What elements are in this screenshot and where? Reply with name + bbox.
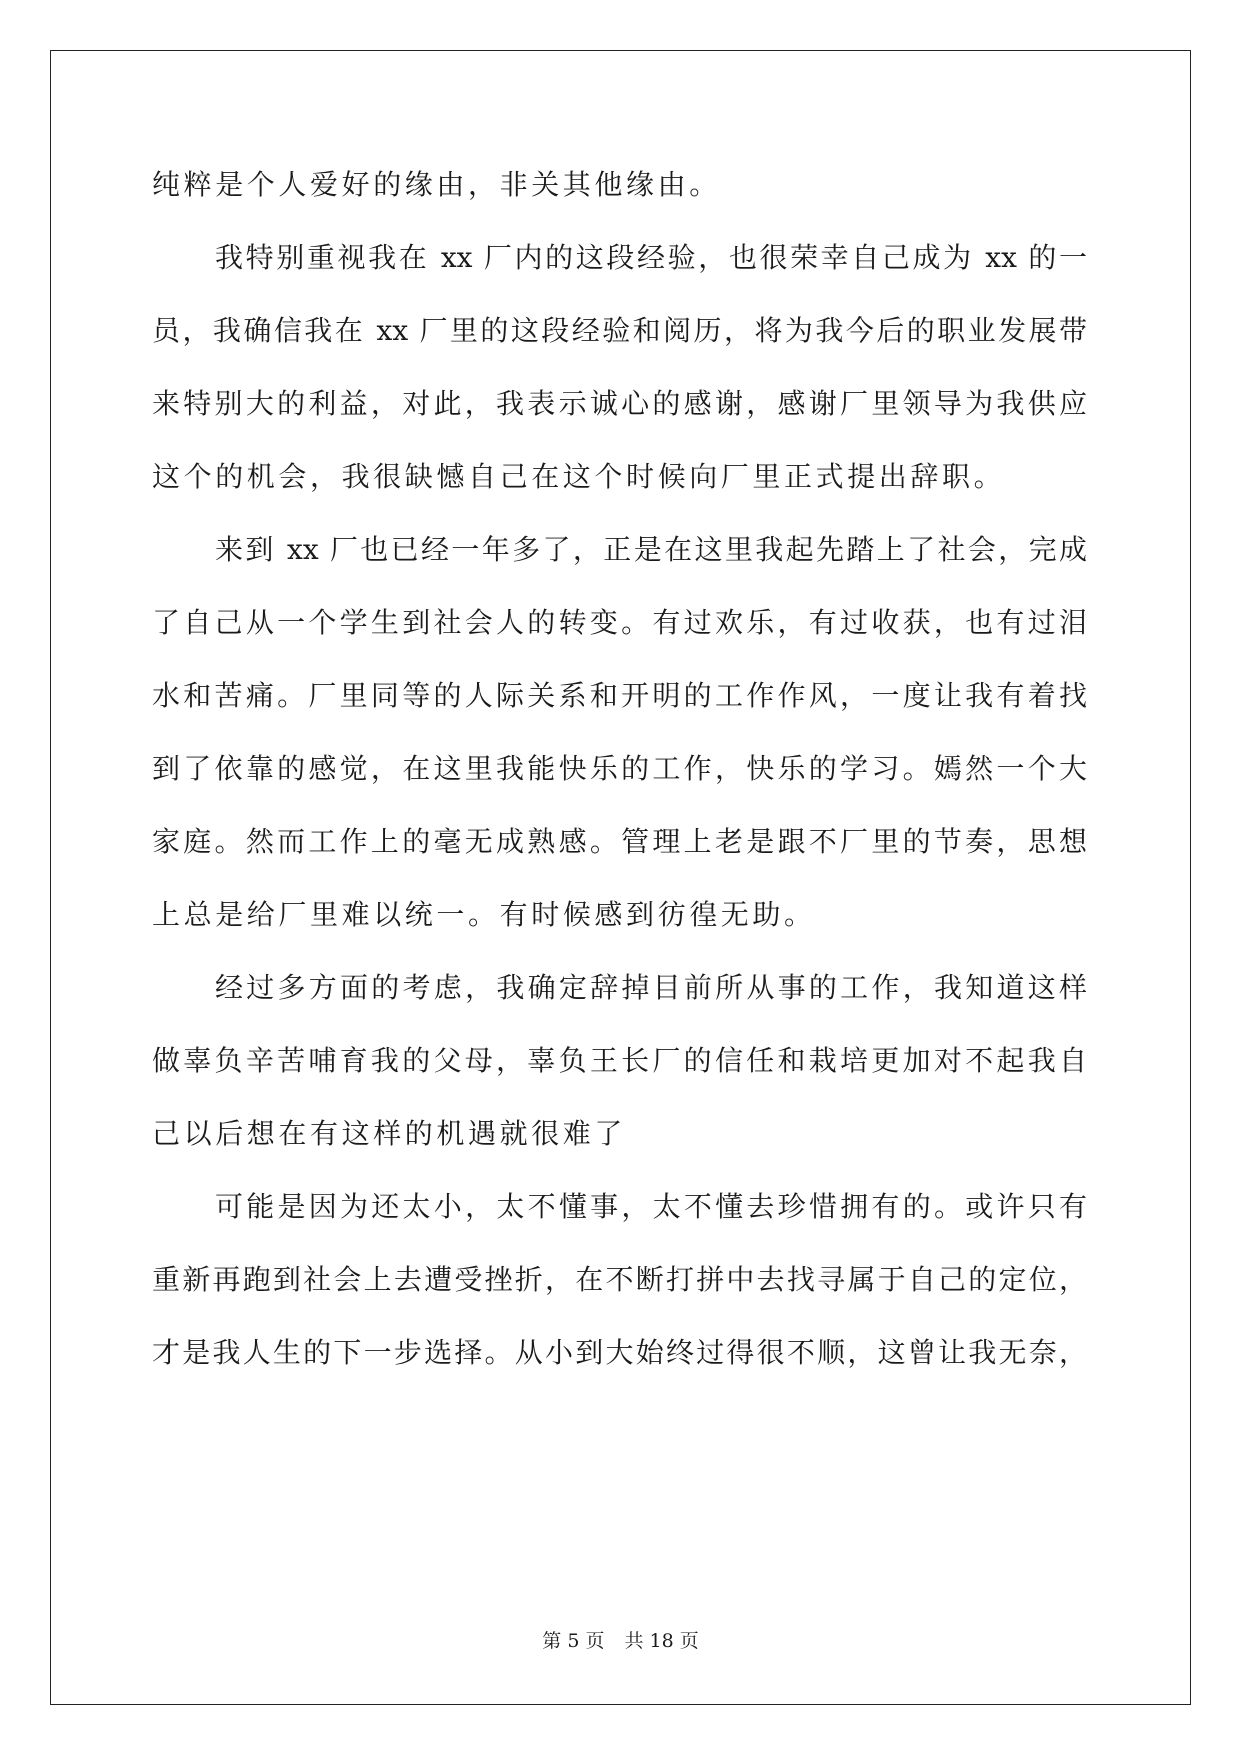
paragraph-first-line: 经过多方面的考虑，我确定辞掉目前所从事的工作，我知道这样 xyxy=(215,971,1087,1004)
text-line: 家庭。然而工作上的毫无成熟感。管理上老是跟不厂里的节奏，思想 xyxy=(152,825,1087,858)
text-line: 纯粹是个人爱好的缘由，非关其他缘由。 xyxy=(152,168,721,201)
page-number: 第 5 页 xyxy=(542,1630,605,1652)
text-line: 才是我人生的下一步选择。从小到大始终过得很不顺，这曾让我无奈， xyxy=(152,1336,1087,1369)
paragraph-first-line: 可能是因为还太小，太不懂事，太不懂去珍惜拥有的。或许只有 xyxy=(215,1190,1087,1223)
page-frame xyxy=(50,50,1191,1705)
text-line: 做辜负辛苦哺育我的父母，辜负王长厂的信任和栽培更加对不起我自 xyxy=(152,1044,1087,1077)
text-line: 上总是给厂里难以统一。有时候感到彷徨无助。 xyxy=(152,898,816,931)
text-line: 这个的机会，我很缺憾自己在这个时候向厂里正式提出辞职。 xyxy=(152,460,1006,493)
paragraph-first-line: 来到 xx 厂也已经一年多了，正是在这里我起先踏上了社会，完成 xyxy=(215,533,1087,566)
text-line: 来特别大的利益，对此，我表示诚心的感谢，感谢厂里领导为我供应 xyxy=(152,387,1087,420)
text-line: 水和苦痛。厂里同等的人际关系和开明的工作作风，一度让我有着找 xyxy=(152,679,1087,712)
page-footer xyxy=(0,1629,1241,1653)
text-line: 到了依靠的感觉，在这里我能快乐的工作，快乐的学习。嫣然一个大 xyxy=(152,752,1087,785)
page-total: 共 18 页 xyxy=(624,1630,699,1652)
text-line: 己以后想在有这样的机遇就很难了 xyxy=(152,1117,627,1150)
paragraph-first-line: 我特别重视我在 xx 厂内的这段经验，也很荣幸自己成为 xx 的一 xyxy=(215,241,1087,274)
text-line: 员，我确信我在 xx 厂里的这段经验和阅历，将为我今后的职业发展带 xyxy=(152,314,1087,347)
text-line: 了自己从一个学生到社会人的转变。有过欢乐，有过收获，也有过泪 xyxy=(152,606,1087,639)
text-line: 重新再跑到社会上去遭受挫折，在不断打拼中去找寻属于自己的定位， xyxy=(152,1263,1087,1296)
